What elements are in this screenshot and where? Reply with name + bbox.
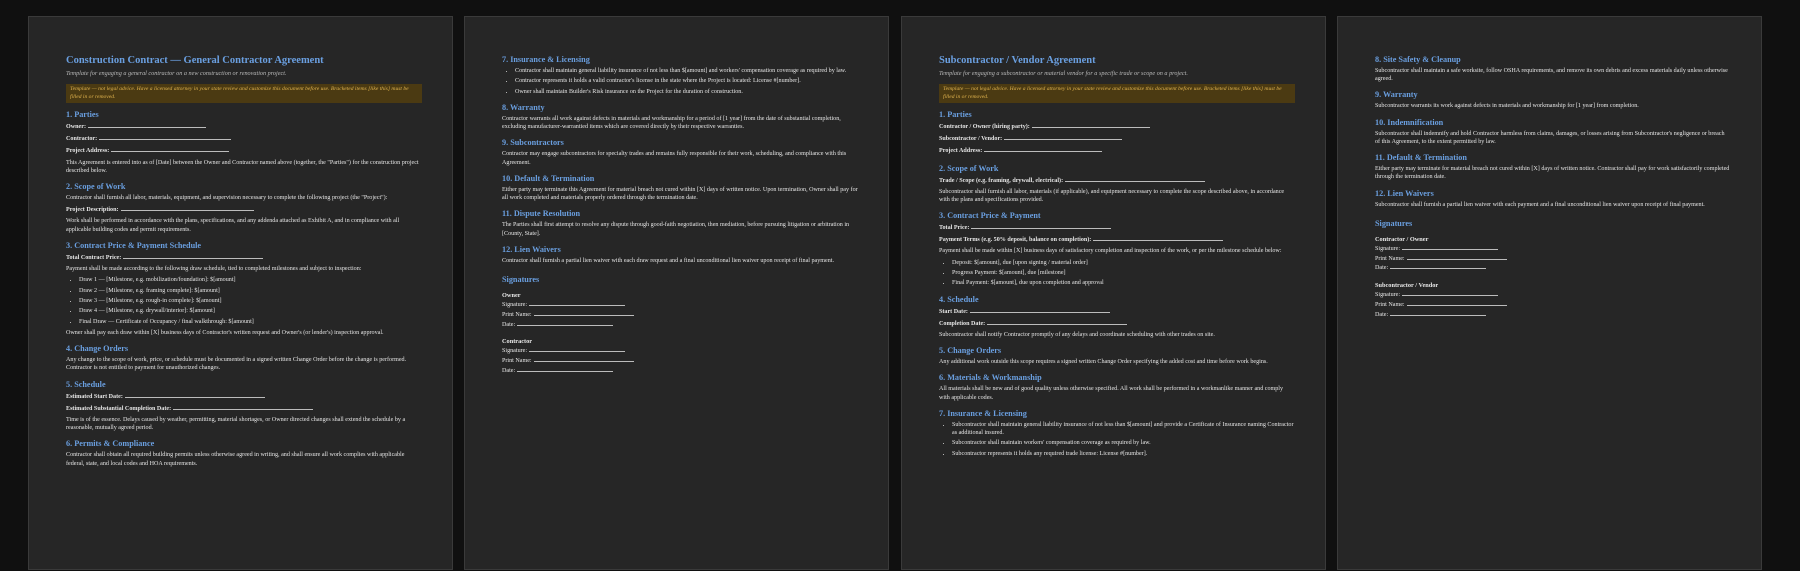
date-field[interactable]: Date:: [1375, 310, 1731, 320]
section-heading: 7. Insurance & Licensing: [502, 55, 590, 64]
legal-notice: Template — not legal advice. Have a licensed attorney in your state review and customize this document before use. Bracketed items [like this] must be filled in or removed.: [939, 84, 1295, 103]
signature-party-contractor-owner: Contractor / Owner: [1375, 235, 1429, 243]
start-date-field[interactable]: Start Date:: [939, 307, 1295, 317]
list-item: • Subcontractor shall maintain workers' compensation coverage as required by law.: [952, 439, 1295, 447]
paragraph: Work shall be performed in accordance with the plans, specifications, and any addenda attached as Exhibit A, and in compliance with all applicable building codes and permit requirements.: [66, 218, 400, 233]
paragraph: Subcontractor shall indemnify and hold Contractor harmless from claims, damages, or losses arising from Subcontractor's negligence or breach of this Agreement, to the extent permitted by law.: [1375, 130, 1725, 145]
completion-date-field[interactable]: Estimated Substantial Completion Date:: [66, 404, 422, 414]
section-heading: 10. Indemnification: [1375, 117, 1444, 127]
section-heading: 2. Scope of Work: [66, 181, 126, 191]
total-price-field[interactable]: Total Contract Price:: [66, 253, 422, 263]
list-item: • Draw 2 — [Milestone, e.g. framing complete]: $[amount]: [79, 287, 422, 295]
date-field[interactable]: Date:: [502, 366, 858, 376]
hiring-party-field[interactable]: Contractor / Owner (hiring party):: [939, 122, 1295, 132]
section-heading: 8. Site Safety & Cleanup: [1375, 55, 1461, 64]
paragraph: Subcontractor shall maintain a safe worksite, follow OSHA requirements, and remove its own debris and excess materials daily unless otherwise agreed.: [1375, 68, 1728, 83]
print-name-field[interactable]: Print Name:: [1375, 300, 1731, 310]
list-item: • Contractor represents it holds a valid contractor's license in the state where the Project is located: License #[number].: [515, 77, 858, 85]
paragraph: Contractor shall obtain all required building permits unless otherwise agreed in writing, and shall ensure all work complies with applicable federal, state, and local codes and HOA requirements.: [66, 452, 405, 467]
paragraph: Contractor shall furnish a partial lien waiver with each draw request and a final unconditional lien waiver upon receipt of final payment.: [502, 257, 834, 264]
list-item: • Final Draw — Certificate of Occupancy / final walkthrough: $[amount]: [79, 318, 422, 326]
paragraph: Either party may terminate for material breach not cured within [X] days of written notice. Contractor shall pay for work satisfactorily completed through the termination date.: [1375, 166, 1730, 181]
completion-date-field[interactable]: Completion Date:: [939, 319, 1295, 329]
trade-scope-field[interactable]: Trade / Scope (e.g. framing, drywall, electrical):: [939, 176, 1295, 186]
signature-field[interactable]: Signature:: [502, 300, 858, 310]
section-heading: 12. Lien Waivers: [1375, 188, 1434, 198]
signature-field[interactable]: Signature:: [1375, 244, 1731, 254]
section-heading: 1. Parties: [939, 110, 972, 120]
section-heading: 9. Warranty: [1375, 90, 1418, 100]
section-heading: 6. Permits & Compliance: [66, 439, 155, 449]
paragraph: The Parties shall first attempt to resolve any dispute through good-faith negotiation, then mediation, before pursuing litigation or arbitration in [County, State].: [502, 222, 850, 237]
list-item: • Subcontractor shall maintain general liability insurance of not less than $[amount] and provide a Certificate of Insurance naming Contractor as additional insured.: [952, 421, 1295, 437]
paragraph: Subcontractor shall furnish a partial lien waiver with each payment and a final unconditional lien waiver upon receipt of final payment.: [1375, 201, 1705, 208]
document-page-1: [28, 16, 453, 570]
paragraph: Contractor shall furnish all labor, materials, equipment, and supervision necessary to complete the following project (the "Project"):: [66, 194, 388, 201]
section-heading: 10. Default & Termination: [502, 173, 595, 183]
date-field[interactable]: Date:: [502, 320, 858, 330]
paragraph: Time is of the essence. Delays caused by weather, permitting, material shortages, or Owner directed changes shall extend the schedule by a reasonable, mutually agreed period.: [66, 416, 406, 432]
subcontractor-field[interactable]: Subcontractor / Vendor:: [939, 134, 1295, 144]
signatures-heading: Signatures: [1375, 218, 1413, 228]
document-subtitle: Template for engaging a general contractor on a new construction or renovation project.: [66, 70, 287, 77]
signature-field[interactable]: Signature:: [502, 346, 858, 356]
signatures-heading: Signatures: [502, 275, 540, 284]
print-name-field[interactable]: Print Name:: [502, 310, 858, 320]
list-item: • Draw 4 — [Milestone, e.g. drywall/interior]: $[amount]: [79, 307, 422, 315]
project-description-field[interactable]: Project Description:: [66, 205, 422, 215]
contractor-field[interactable]: Contractor:: [66, 134, 422, 144]
start-date-field[interactable]: Estimated Start Date:: [66, 392, 422, 402]
paragraph: Payment shall be made within [X] business days of satisfactory completion and inspection of the work, or per the milestone schedule below:: [939, 248, 1282, 255]
section-heading: 5. Change Orders: [939, 346, 1002, 356]
document-page-4: [1337, 16, 1762, 570]
document-title: Construction Contract — General Contractor Agreement: [66, 55, 324, 66]
section-heading: 1. Parties: [66, 110, 99, 120]
list-item: • Draw 1 — [Milestone, e.g. mobilization/foundation]: $[amount]: [79, 276, 422, 284]
paragraph: Any additional work outside this scope requires a signed written Change Order specifying the added cost and time before work begins.: [939, 359, 1268, 366]
owner-field[interactable]: Owner:: [66, 122, 422, 132]
section-heading: 7. Insurance & Licensing: [939, 408, 1027, 418]
draw-schedule-list: [66, 276, 422, 326]
paragraph: Subcontractor warrants its work against defects in materials and workmanship for [1 year] from completion.: [1375, 103, 1639, 110]
paragraph: Subcontractor shall notify Contractor promptly of any delays and coordinate scheduling with other trades on site.: [939, 331, 1215, 338]
list-item: • Owner shall maintain Builder's Risk insurance on the Project for the duration of construction.: [515, 88, 858, 96]
document-subtitle: Template for engaging a subcontractor or material vendor for a specific trade or scope on a project.: [939, 70, 1188, 77]
document-page-2: [464, 16, 889, 570]
signature-party-owner: Owner: [502, 292, 521, 299]
date-field[interactable]: Date:: [1375, 263, 1731, 273]
list-item: • Deposit: $[amount], due [upon signing / material order]: [952, 259, 1295, 267]
project-address-field[interactable]: Project Address:: [939, 146, 1295, 156]
payment-terms-field[interactable]: Payment Terms (e.g. 50% deposit, balance on completion):: [939, 235, 1295, 245]
project-address-field[interactable]: Project Address:: [66, 146, 422, 156]
section-heading: 11. Dispute Resolution: [502, 209, 581, 219]
legal-notice: Template — not legal advice. Have a licensed attorney in your state review and customize this document before use. Bracketed items [like this] must be filled in or removed.: [66, 84, 422, 103]
payment-schedule-list: [939, 259, 1295, 288]
signature-field[interactable]: Signature:: [1375, 290, 1731, 300]
list-item: • Contractor shall maintain general liability insurance of not less than $[amount] and workers' compensation coverage as required by law.: [515, 67, 858, 75]
document-page-3: [901, 16, 1326, 570]
section-heading: 2. Scope of Work: [939, 163, 999, 173]
paragraph: Owner shall pay each draw within [X] business days of Contractor's written request and Owner's (or lender's) inspection approval.: [66, 329, 384, 336]
print-name-field[interactable]: Print Name:: [502, 356, 858, 366]
total-price-field[interactable]: Total Price:: [939, 223, 1295, 233]
insurance-list: [939, 421, 1295, 458]
section-heading: 6. Materials & Workmanship: [939, 373, 1042, 383]
list-item: • Progress Payment: $[amount], due [milestone]: [952, 269, 1295, 277]
paragraph: Payment shall be made according to the following draw schedule, tied to completed milestones and subject to inspection:: [66, 265, 362, 272]
paragraph: Contractor may engage subcontractors for specialty trades and remains fully responsible for their work, scheduling, and compliance with this Agreement.: [502, 151, 847, 166]
print-name-field[interactable]: Print Name:: [1375, 254, 1731, 264]
signature-party-subcontractor: Subcontractor / Vendor: [1375, 282, 1439, 290]
paragraph: Any change to the scope of work, price, or schedule must be documented in a signed written Change Order before the change is performed. Contractor is not entitled to payment for unauthorized changes.: [66, 357, 407, 372]
section-heading: 9. Subcontractors: [502, 138, 564, 148]
section-heading: 12. Lien Waivers: [502, 244, 561, 254]
section-heading: 4. Schedule: [939, 294, 979, 304]
insurance-list: [502, 67, 858, 96]
paragraph: Contractor warrants all work against defects in materials and workmanship for a period of [1 year] from the date of substantial completion, excluding manufacturer-warrantied items which are covered directly by their respective warranties.: [502, 116, 841, 131]
list-item: • Subcontractor represents it holds any required trade license: License #[number].: [952, 450, 1295, 458]
list-item: • Draw 3 — [Milestone, e.g. rough-in complete]: $[amount]: [79, 297, 422, 305]
section-heading: 11. Default & Termination: [1375, 153, 1467, 163]
paragraph: Subcontractor shall furnish all labor, materials (if applicable), and equipment necessary to complete the scope described above, in accordance with the plans and specifications provided.: [939, 188, 1285, 203]
section-heading: 4. Change Orders: [66, 344, 129, 354]
document-title: Subcontractor / Vendor Agreement: [939, 55, 1096, 66]
signature-party-contractor: Contractor: [502, 338, 533, 346]
section-heading: 3. Contract Price & Payment Schedule: [66, 240, 202, 250]
paragraph: Either party may terminate this Agreement for material breach not cured within [X] days of written notice. Upon termination, Owner shall pay for all work completed and materials properly ordered through the termination date.: [502, 186, 858, 202]
paragraph: All materials shall be new and of good quality unless otherwise specified. All work shall be performed in a workmanlike manner and comply with applicable codes.: [939, 386, 1284, 401]
section-heading: 3. Contract Price & Payment: [939, 211, 1041, 221]
section-heading: 5. Schedule: [66, 379, 106, 389]
list-item: • Final Payment: $[amount], due upon completion and approval: [952, 279, 1295, 287]
section-heading: 8. Warranty: [502, 103, 545, 113]
paragraph: This Agreement is entered into as of [Date] between the Owner and Contractor named above (together, the "Parties") for the construction project described below.: [66, 159, 419, 174]
